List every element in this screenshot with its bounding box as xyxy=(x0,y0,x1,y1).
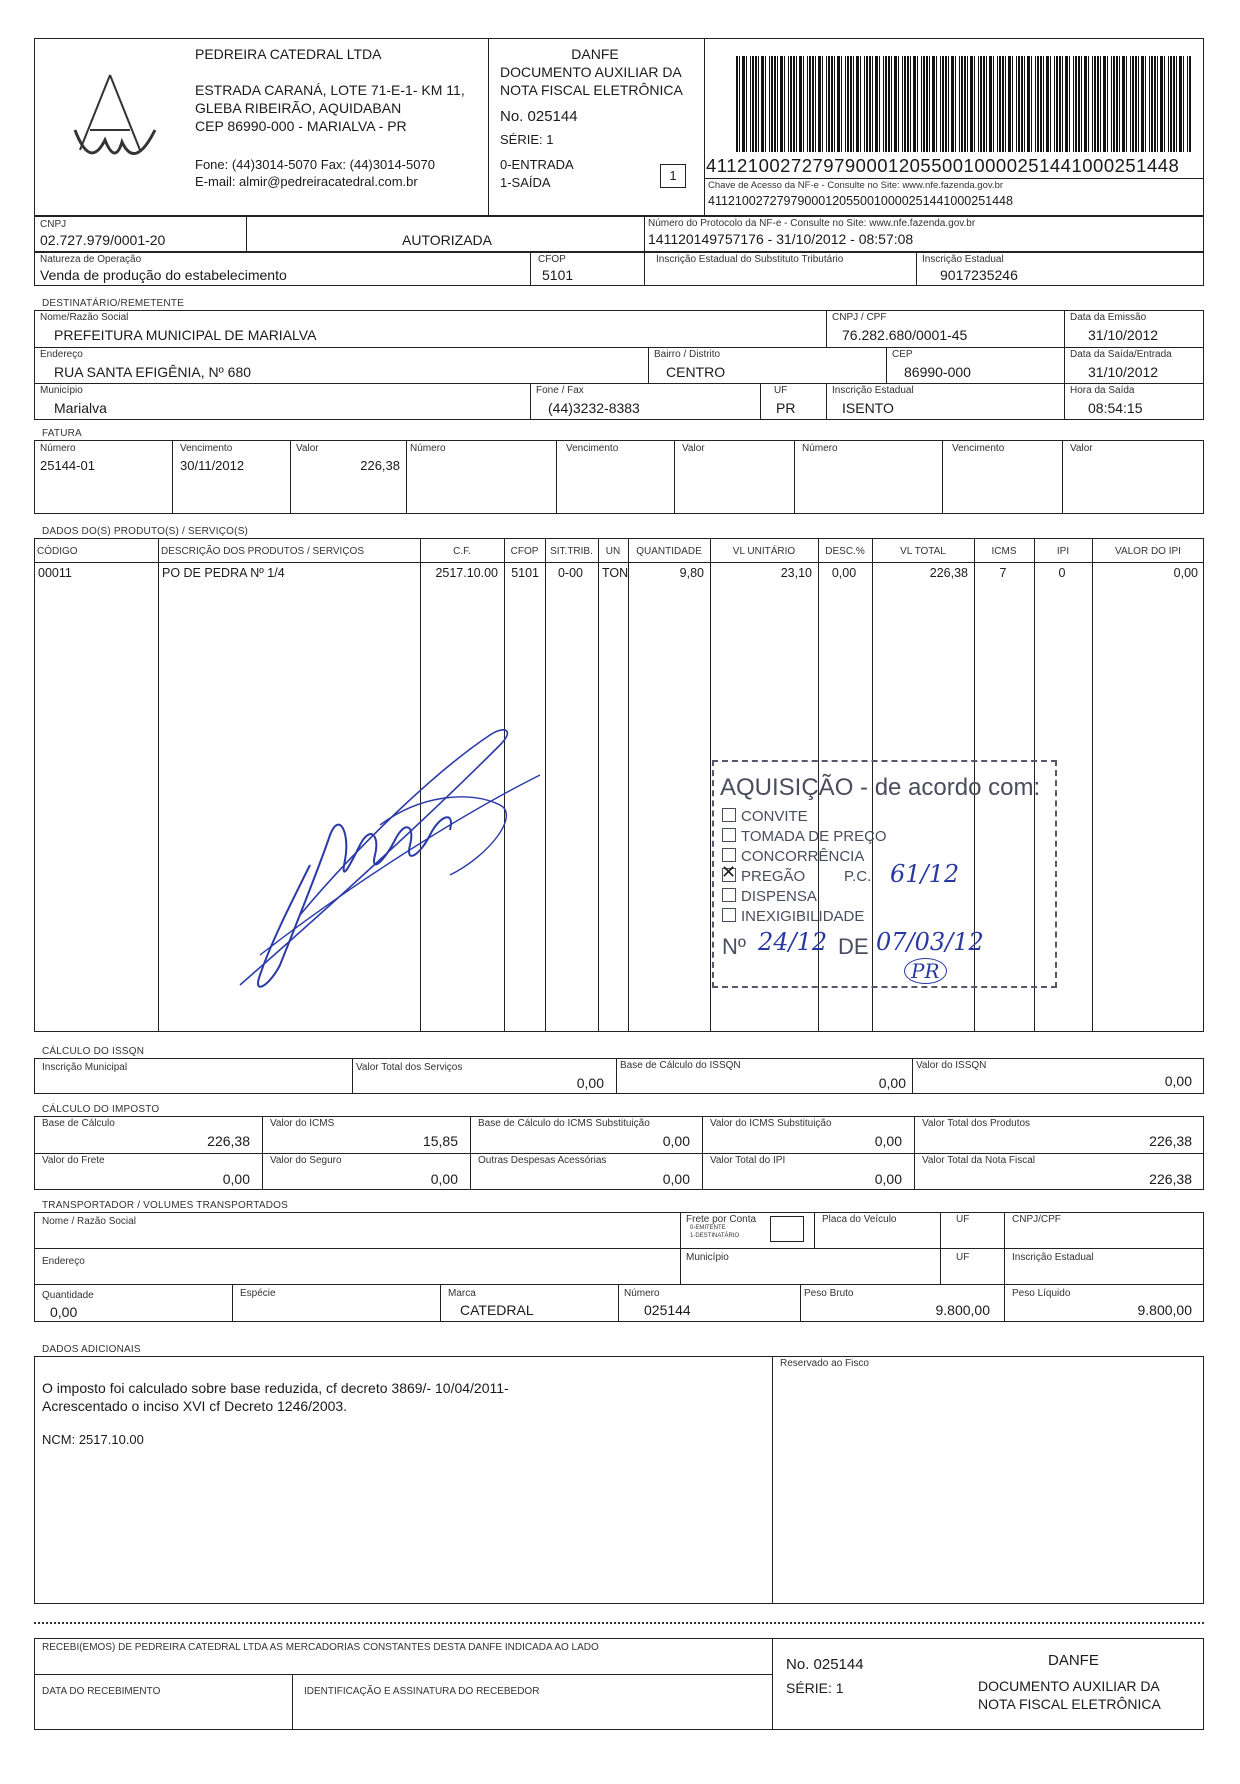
acquisition-stamp xyxy=(712,760,1057,988)
dest-uf-value: PR xyxy=(776,400,796,416)
issqn-base-label: Base de Cálculo do ISSQN xyxy=(620,1060,741,1071)
ie-label: Inscrição Estadual xyxy=(922,254,1004,265)
dest-end-value: RUA SANTA EFIGÊNIA, Nº 680 xyxy=(54,364,252,380)
canhoto-text: RECEBI(EMOS) DE PEDREIRA CATEDRAL LTDA AS MERCADORIAS CONSTANTES DESTA DANFE INDICADA AO LADO xyxy=(42,1642,599,1653)
stamp-opt-inexigibilidade xyxy=(722,908,864,925)
cell-codigo: 00011 xyxy=(38,566,72,580)
canhoto-sub-2: NOTA FISCAL ELETRÔNICA xyxy=(978,1696,1161,1712)
col-header-quantidade: QUANTIDADE xyxy=(636,546,702,557)
col-header-codigo: CÓDIGO xyxy=(37,546,78,557)
stamp-date-handwritten: 07/03/12 xyxy=(876,928,984,956)
fatura-section-title: FATURA xyxy=(42,428,82,439)
fatura-valor-label-3: Valor xyxy=(1070,443,1093,454)
fatura-numero-value: 25144-01 xyxy=(40,458,95,473)
chave-acesso-small: 41121002727979000120550010000251441000251448 xyxy=(708,194,1013,208)
adicionais-section-title: DADOS ADICIONAIS xyxy=(42,1344,141,1355)
col-header-vl-unitario: VL UNITÁRIO xyxy=(732,546,796,557)
danfe-subtitle-1: DOCUMENTO AUXILIAR DA xyxy=(500,64,682,80)
dest-mun-label: Município xyxy=(40,385,83,396)
dest-cnpj-label: CNPJ / CPF xyxy=(832,312,887,323)
imposto-label-0-2: Base de Cálculo do ICMS Substituição xyxy=(478,1118,650,1129)
cfop-value: 5101 xyxy=(542,267,574,283)
transp-esp-label: Espécie xyxy=(240,1288,276,1299)
col-header-vl-total: VL TOTAL xyxy=(900,546,946,557)
col-header-sit-trib: SIT.TRIB. xyxy=(550,546,593,557)
fatura-valor-value: 226,38 xyxy=(360,458,400,473)
imposto-value-1-2: 0,00 xyxy=(662,1171,690,1187)
transp-placa-label: Placa do Veículo xyxy=(822,1214,897,1225)
canhoto-danfe: DANFE xyxy=(1048,1652,1099,1669)
canhoto-serie: SÉRIE: 1 xyxy=(786,1680,844,1696)
stamp-opt-tomada-label: TOMADA DE PREÇO xyxy=(741,828,887,845)
dest-uf-label: UF xyxy=(774,385,788,396)
imposto-section-title: CÁLCULO DO IMPOSTO xyxy=(42,1104,160,1115)
cell-cf: 2517.10.00 xyxy=(435,566,498,580)
fatura-valor-label: Valor xyxy=(296,443,319,454)
dest-cep-label: CEP xyxy=(892,349,913,360)
emitente-address-1: ESTRADA CARANÁ, LOTE 71-E-1- KM 11, xyxy=(195,82,465,98)
emitente-phone: Fone: (44)3014-5070 Fax: (44)3014-5070 xyxy=(195,157,435,172)
cell-valor-ipi: 0,00 xyxy=(1173,566,1198,580)
transp-frete-sub2: 1-DESTINATÁRIO xyxy=(690,1233,740,1239)
cnpj-label: CNPJ xyxy=(40,219,67,230)
transp-ie-label: Inscrição Estadual xyxy=(1012,1252,1094,1263)
stamp-no-handwritten: 24/12 xyxy=(758,928,828,956)
fisco-label: Reservado ao Fisco xyxy=(780,1358,869,1369)
adicionais-line-2: Acrescentado o inciso XVI cf Decreto 1246/2003. xyxy=(42,1398,348,1414)
fatura-numero-label-2: Número xyxy=(410,443,446,454)
stamp-pc-handwritten: 61/12 xyxy=(890,860,960,888)
imposto-value-1-1: 0,00 xyxy=(430,1171,458,1187)
transp-cnpj-label: CNPJ/CPF xyxy=(1012,1214,1061,1225)
stamp-opt-concorrencia xyxy=(722,848,864,865)
imposto-value-0-4: 226,38 xyxy=(1149,1133,1192,1149)
transp-mun-label: Município xyxy=(686,1252,729,1263)
transp-num-value: 025144 xyxy=(644,1302,691,1318)
row-cnpj xyxy=(34,216,1204,252)
issqn-base-value: 0,00 xyxy=(878,1075,906,1091)
checkbox-icon xyxy=(722,888,736,902)
imposto-label-1-0: Valor do Frete xyxy=(42,1155,105,1166)
transp-marca-value: CATEDRAL xyxy=(460,1302,534,1318)
dest-saida-value: 31/10/2012 xyxy=(1088,364,1159,380)
transp-pl-value: 9.800,00 xyxy=(1137,1302,1192,1318)
danfe-title: DANFE xyxy=(571,46,619,62)
issqn-vts-label: Valor Total dos Serviços xyxy=(356,1062,463,1073)
transp-frete-box xyxy=(770,1216,804,1242)
emitente-name: PEDREIRA CATEDRAL LTDA xyxy=(195,46,382,62)
ie-value: 9017235246 xyxy=(940,267,1018,283)
issqn-valor-label: Valor do ISSQN xyxy=(916,1060,987,1071)
cell-vl-unitario: 23,10 xyxy=(780,566,812,580)
cell-quantidade: 9,80 xyxy=(679,566,704,580)
ie-st-label: Inscrição Estadual do Substituto Tributário xyxy=(656,254,844,265)
transp-uf-label: UF xyxy=(956,1214,970,1225)
transp-end-label: Endereço xyxy=(42,1256,85,1267)
checkbox-icon xyxy=(722,828,736,842)
stamp-initials: PR xyxy=(904,958,947,984)
transp-frete-sub1: 0-EMITENTE xyxy=(690,1225,726,1231)
imposto-value-0-1: 15,85 xyxy=(422,1133,458,1149)
col-header-icms: ICMS xyxy=(991,546,1017,557)
cell-cfop: 5101 xyxy=(511,566,539,580)
protocolo-label: Número do Protocolo da NF-e - Consulte no Site: www.nfe.fazenda.gov.br xyxy=(648,218,976,229)
transp-uf-label-2: UF xyxy=(956,1252,970,1263)
fatura-venc-value: 30/11/2012 xyxy=(180,458,245,473)
transp-section-title: TRANSPORTADOR / VOLUMES TRANSPORTADOS xyxy=(42,1200,288,1211)
imposto-label-0-0: Base de Cálculo xyxy=(42,1118,115,1129)
issqn-im-label: Inscrição Municipal xyxy=(42,1062,128,1073)
transp-pb-value: 9.800,00 xyxy=(935,1302,990,1318)
stamp-opt-pregao-label: PREGÃO xyxy=(741,868,806,885)
cell-icms: 7 xyxy=(999,566,1007,580)
transp-pl-label: Peso Líquido xyxy=(1012,1288,1071,1299)
fatura-venc-label-3: Vencimento xyxy=(952,443,1005,454)
dest-hora-value: 08:54:15 xyxy=(1088,400,1143,416)
cnpj-value: 02.727.979/0001-20 xyxy=(40,232,166,248)
issqn-valor-value: 0,00 xyxy=(1164,1073,1192,1089)
adicionais-line-1: O imposto foi calculado sobre base reduzida, cf decreto 3869/- 10/04/2011- xyxy=(42,1380,509,1396)
danfe-number: No. 025144 xyxy=(500,108,578,125)
col-header-cf: C.F. xyxy=(453,546,471,557)
imposto-value-1-3: 0,00 xyxy=(874,1171,902,1187)
fatura-numero-label-3: Número xyxy=(802,443,838,454)
cfop-label: CFOP xyxy=(538,254,566,265)
cell-sit-trib: 0-00 xyxy=(557,566,584,580)
imposto-value-0-2: 0,00 xyxy=(662,1133,690,1149)
imposto-value-0-3: 0,00 xyxy=(874,1133,902,1149)
dest-cnpj-value: 76.282.680/0001-45 xyxy=(842,327,968,343)
col-header-un: UN xyxy=(605,546,621,557)
imposto-label-0-1: Valor do ICMS xyxy=(270,1118,335,1129)
cell-ipi: 0 xyxy=(1058,566,1066,580)
imposto-value-1-0: 0,00 xyxy=(222,1171,250,1187)
transp-frete-label: Frete por Conta xyxy=(686,1214,757,1225)
dest-nome-value: PREFEITURA MUNICIPAL DE MARIALVA xyxy=(54,327,317,343)
dest-saida-label: Data da Saída/Entrada xyxy=(1070,349,1172,360)
cell-un: TON xyxy=(602,566,629,580)
fatura-venc-label-2: Vencimento xyxy=(566,443,619,454)
stamp-opt-convite xyxy=(722,808,808,825)
protocolo-value: 141120149757176 - 31/10/2012 - 08:57:08 xyxy=(648,231,914,247)
stamp-opt-dispensa-label: DISPENSA xyxy=(741,888,817,905)
danfe-subtitle-2: NOTA FISCAL ELETRÔNICA xyxy=(500,82,683,98)
checked-box-icon: ✕ xyxy=(721,862,737,882)
stamp-opt-dispensa xyxy=(722,888,817,905)
dest-emissao-label: Data da Emissão xyxy=(1070,312,1147,323)
cell-descricao: PO DE PEDRA Nº 1/4 xyxy=(162,566,285,580)
checkbox-icon xyxy=(722,848,736,862)
produtos-section-title: DADOS DO(S) PRODUTO(S) / SERVIÇO(S) xyxy=(42,526,249,537)
col-header-cfop: CFOP xyxy=(510,546,539,557)
dest-end-label: Endereço xyxy=(40,349,83,360)
dest-emissao-value: 31/10/2012 xyxy=(1088,327,1159,343)
stamp-no: Nº xyxy=(722,934,746,959)
adicionais-ncm: NCM: 2517.10.00 xyxy=(42,1432,144,1447)
cell-vl-total: 226,38 xyxy=(929,566,968,580)
checkbox-icon xyxy=(722,908,736,922)
dest-hora-label: Hora da Saída xyxy=(1070,385,1135,396)
signature-scribble xyxy=(200,715,550,1015)
stamp-title: AQUISIÇÃO - de acordo com: xyxy=(720,774,1041,801)
fatura-numero-label: Número xyxy=(40,443,76,454)
transp-num-label: Número xyxy=(624,1288,660,1299)
col-header-descricao: DESCRIÇÃO DOS PRODUTOS / SERVIÇOS xyxy=(161,546,365,557)
emitente-address-3: CEP 86990-000 - MARIALVA - PR xyxy=(195,118,407,134)
dest-cep-value: 86990-000 xyxy=(904,364,971,380)
dest-mun-value: Marialva xyxy=(54,400,107,416)
dest-ie-label: Inscrição Estadual xyxy=(832,385,914,396)
danfe-entrada: 0-ENTRADA xyxy=(500,157,574,172)
fatura-valor-label-2: Valor xyxy=(682,443,705,454)
stamp-pc: P.C. xyxy=(844,868,872,885)
issqn-section-title: CÁLCULO DO ISSQN xyxy=(42,1046,145,1057)
dest-bairro-label: Bairro / Distrito xyxy=(654,349,721,360)
dest-bairro-value: CENTRO xyxy=(666,364,726,380)
dest-fone-label: Fone / Fax xyxy=(536,385,584,396)
danfe-serie: SÉRIE: 1 xyxy=(500,132,554,147)
stamp-opt-convite-label: CONVITE xyxy=(741,808,808,825)
dest-ie-value: ISENTO xyxy=(842,400,894,416)
transp-marca-label: Marca xyxy=(448,1288,476,1299)
danfe-tipo-box: 1 xyxy=(660,164,686,188)
danfe-saida: 1-SAÍDA xyxy=(500,175,551,190)
fatura-venc-label: Vencimento xyxy=(180,443,233,454)
imposto-label-1-3: Valor Total do IPI xyxy=(710,1155,786,1166)
dest-nome-label: Nome/Razão Social xyxy=(40,312,129,323)
canhoto-number: No. 025144 xyxy=(786,1656,864,1673)
canhoto-data-label: DATA DO RECEBIMENTO xyxy=(42,1686,161,1697)
natureza-value: Venda de produção do estabelecimento xyxy=(40,267,287,283)
imposto-label-0-3: Valor do ICMS Substituição xyxy=(710,1118,832,1129)
imposto-value-0-0: 226,38 xyxy=(207,1133,250,1149)
emitente-email: E-mail: almir@pedreiracatedral.com.br xyxy=(195,174,418,189)
stamp-opt-tomada xyxy=(722,828,887,845)
checkbox-icon xyxy=(722,808,736,822)
cell-desc: 0,00 xyxy=(831,566,857,580)
transp-qtd-label: Quantidade xyxy=(42,1290,94,1301)
stamp-de: DE xyxy=(838,934,869,959)
status-value: AUTORIZADA xyxy=(402,232,492,248)
imposto-label-1-4: Valor Total da Nota Fiscal xyxy=(922,1155,1036,1166)
imposto-value-1-4: 226,38 xyxy=(1149,1171,1192,1187)
stamp-opt-pregao xyxy=(721,862,806,885)
dest-fone-value: (44)3232-8383 xyxy=(548,400,640,416)
emitente-address-2: GLEBA RIBEIRÃO, AQUIDABAN xyxy=(195,100,402,116)
imposto-label-1-2: Outras Despesas Acessórias xyxy=(478,1155,607,1166)
stamp-opt-inexigibilidade-label: INEXIGIBILIDADE xyxy=(741,908,865,925)
transp-qtd-value: 0,00 xyxy=(50,1304,78,1320)
issqn-vts-value: 0,00 xyxy=(576,1075,604,1091)
canhoto-ident-label: IDENTIFICAÇÃO E ASSINATURA DO RECEBEDOR xyxy=(304,1686,540,1697)
barcode xyxy=(736,56,1192,152)
chave-acesso-big: 41121002727979000120550010000251441000251448 xyxy=(706,155,1180,176)
imposto-label-1-1: Valor do Seguro xyxy=(270,1155,342,1166)
col-header-valor-ipi: VALOR DO IPI xyxy=(1115,546,1181,557)
col-header-desc: DESC.% xyxy=(825,546,865,557)
company-logo xyxy=(60,70,170,170)
stamp-opt-concorrencia-label: CONCORRÊNCIA xyxy=(741,848,865,865)
imposto-label-0-4: Valor Total dos Produtos xyxy=(922,1118,1031,1129)
transp-block xyxy=(34,1212,1204,1322)
natureza-label: Natureza de Operação xyxy=(40,254,142,265)
cut-line xyxy=(34,1622,1204,1624)
dest-section-title: DESTINATÁRIO/REMETENTE xyxy=(42,298,185,309)
transp-nome-label: Nome / Razão Social xyxy=(42,1216,136,1227)
transp-pb-label: Peso Bruto xyxy=(804,1288,854,1299)
chave-note: Chave de Acesso da NF-e - Consulte no Site: www.nfe.fazenda.gov.br xyxy=(708,180,1004,191)
canhoto-sub-1: DOCUMENTO AUXILIAR DA xyxy=(978,1678,1160,1694)
col-header-ipi: IPI xyxy=(1056,546,1070,557)
